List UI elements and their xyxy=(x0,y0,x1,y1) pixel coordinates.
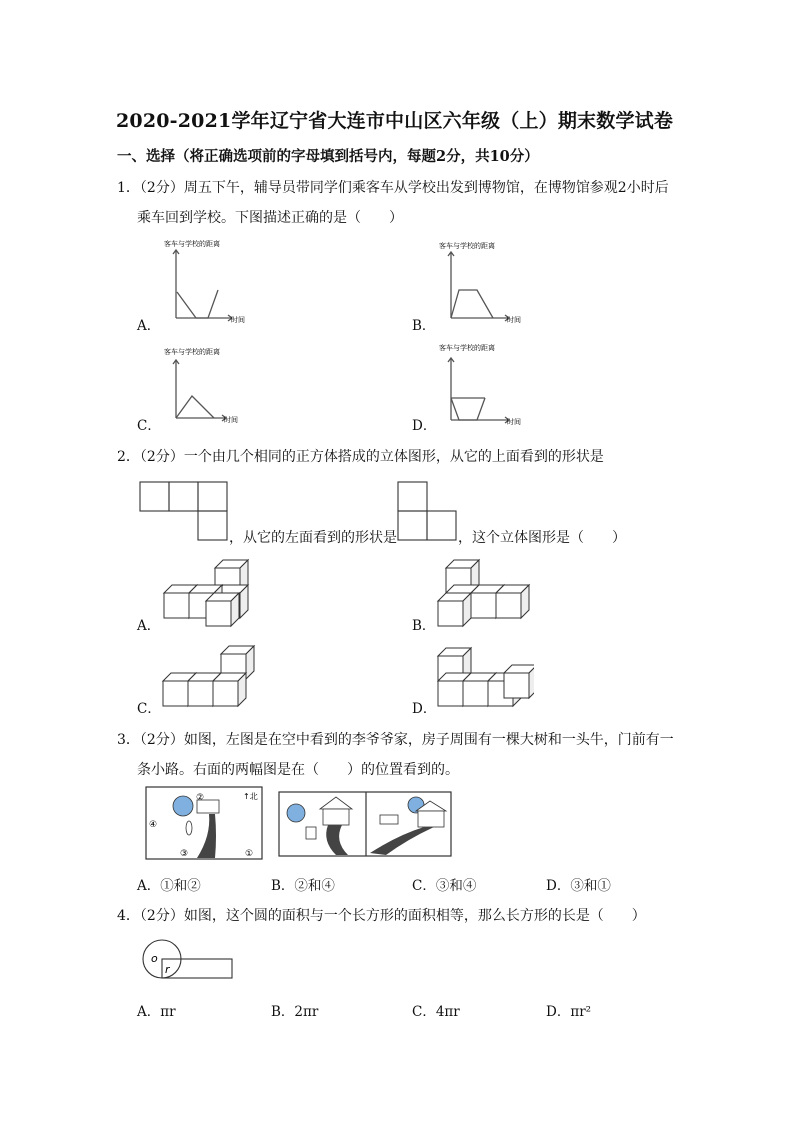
q2-option-a-label[interactable]: A． xyxy=(137,618,161,634)
graph-b-xlabel: 时间 xyxy=(507,316,521,324)
q1-option-d-label[interactable]: D． xyxy=(412,418,437,434)
q2-option-b-label[interactable]: B． xyxy=(412,618,436,634)
q1-option-b-label[interactable]: B． xyxy=(412,318,436,334)
q2-left-view xyxy=(397,481,461,543)
center-label: o xyxy=(151,952,158,965)
tree-icon xyxy=(173,796,193,816)
mark-1: ① xyxy=(245,849,254,859)
graph-a-title: 客车与学校的距离 xyxy=(164,240,220,248)
q1-text-line2: 乘车回到学校。下图描述正确的是（ ） xyxy=(137,210,403,226)
radius-label: r xyxy=(165,963,170,976)
graph-d-title: 客车与学校的距离 xyxy=(439,344,495,352)
q1-option-c-label[interactable]: C． xyxy=(137,418,161,434)
q4-figure xyxy=(139,938,239,982)
q1-option-a-label[interactable]: A． xyxy=(137,318,161,334)
q3-option-d[interactable]: D．③和① xyxy=(546,878,611,894)
q2-text-line1: 2．（2分）一个由几个相同的正方体搭成的立体图形，从它的上面看到的形状是 xyxy=(117,449,604,465)
graph-d-xlabel: 时间 xyxy=(507,418,521,426)
section-heading: 一、选择（将正确选项前的字母填到括号内，每题2分，共10分） xyxy=(117,148,539,165)
view1-house-icon xyxy=(323,809,349,825)
q4-text-line1: 4．（2分）如图，这个圆的面积与一个长方形的面积相等，那么长方形的长是（ ） xyxy=(117,908,646,924)
q2-text-mid2: ，这个立体图形是（ ） xyxy=(458,530,626,546)
q3-views-pair xyxy=(278,791,452,857)
graph-c-xlabel: 时间 xyxy=(224,416,238,424)
mark-4: ④ xyxy=(149,820,158,830)
q1-graph-b xyxy=(437,238,529,328)
north-mark: ↑北 xyxy=(243,792,258,801)
q2-option-c-label[interactable]: C． xyxy=(137,701,161,717)
q1-graph-d xyxy=(437,340,529,430)
q4-option-b[interactable]: B．2πr xyxy=(271,1004,319,1020)
q2-option-d-figure xyxy=(434,646,534,716)
mark-2: ② xyxy=(196,793,205,803)
graph-c-line xyxy=(176,396,214,418)
q3-aerial-map xyxy=(145,786,263,860)
graph-b-line xyxy=(451,290,493,318)
q2-option-d-label[interactable]: D． xyxy=(412,701,437,717)
q2-top-view xyxy=(139,481,231,543)
q4-option-c[interactable]: C．4πr xyxy=(412,1004,460,1020)
q3-option-a[interactable]: A．①和② xyxy=(137,878,201,894)
q2-option-c-figure xyxy=(160,642,260,714)
q4-option-a[interactable]: A．πr xyxy=(137,1004,176,1020)
graph-b-title: 客车与学校的距离 xyxy=(439,242,495,250)
cow-icon xyxy=(186,821,192,835)
q3-text-line2: 条小路。右面的两幅图是在（ ）的位置看到的。 xyxy=(137,762,459,778)
q2-option-a-figure xyxy=(160,558,255,628)
q3-option-c[interactable]: C．③和④ xyxy=(412,878,477,894)
q1-graph-c xyxy=(162,344,254,429)
mark-3: ③ xyxy=(180,849,189,859)
q1-text-line1: 1．（2分）周五下午，辅导员带同学们乘客车从学校出发到博物馆，在博物馆参观2小时后 xyxy=(117,180,669,196)
q1-graph-a xyxy=(162,238,254,328)
graph-a-line xyxy=(177,290,218,318)
q4-option-d[interactable]: D．πr² xyxy=(546,1004,592,1020)
graph-d-line xyxy=(451,398,485,420)
q2-option-b-figure xyxy=(434,558,534,628)
graph-a-xlabel: 时间 xyxy=(231,316,245,324)
view1-cow-icon xyxy=(306,827,316,839)
view2-cow-icon xyxy=(380,815,398,824)
view2-house-icon xyxy=(418,811,444,827)
q3-option-b[interactable]: B．②和④ xyxy=(271,878,335,894)
graph-c-title: 客车与学校的距离 xyxy=(164,348,220,356)
q3-text-line1: 3．（2分）如图，左图是在空中看到的李爷爷家，房子周围有一棵大树和一头牛，门前有一 xyxy=(117,732,674,748)
view1-tree-icon xyxy=(287,804,305,822)
page-title: 2020-2021学年辽宁省大连市中山区六年级（上）期末数学试卷 xyxy=(116,110,674,132)
q2-text-mid1: ，从它的左面看到的形状是 xyxy=(229,530,397,546)
